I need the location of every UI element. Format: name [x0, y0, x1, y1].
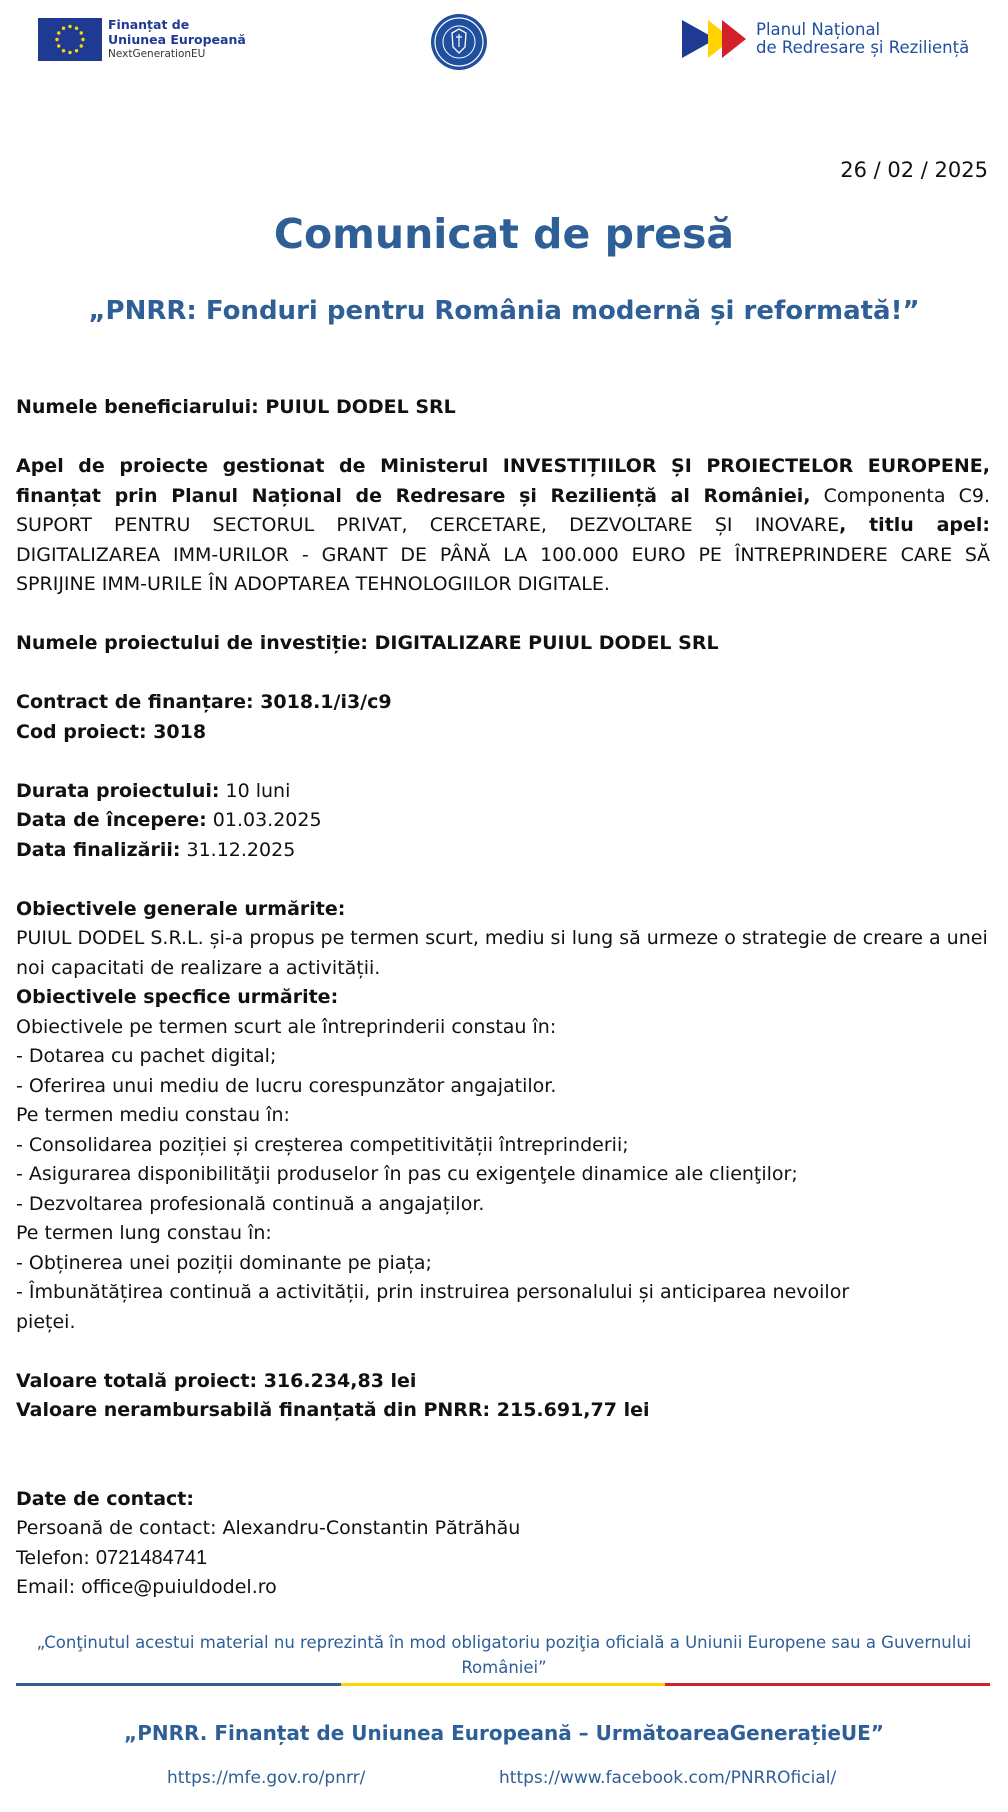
eu-funding-logo [38, 17, 246, 62]
mfe-pnrr-link[interactable]: https://mfe.gov.ro/pnrr/ [167, 1768, 366, 1788]
contact-heading: Date de contact: [16, 1487, 194, 1510]
romanian-government-seal-icon [430, 13, 488, 71]
project-start-date [16, 806, 990, 836]
eu-star-icon [81, 38, 84, 41]
eu-star-icon [75, 49, 78, 52]
financing-contract: Contract de finanțare: 3018.1/i3/c9 [16, 691, 392, 713]
nonrefundable-value: Valoare nerambursabilă finanțată din PNRR: 215.691,77 lei [16, 1399, 650, 1421]
start-date-value: 01.03.2025 [206, 809, 322, 831]
tricolor-divider [16, 1683, 990, 1686]
total-project-value: Valoare totală proiect: 316.234,83 lei [16, 1369, 417, 1392]
contact-phone [16, 1544, 990, 1574]
eu-star-icon [80, 31, 83, 34]
general-objectives-text: PUIUL DODEL S.R.L. și-a propus pe termen scurt, mediu si lung să urmeze o strategie de creare a unei noi capacitati de realizare a activității. [16, 927, 988, 979]
objective-line: pieței. [16, 1310, 76, 1333]
eu-star-icon [68, 51, 71, 54]
objective-line: Pe termen lung constau în: [16, 1222, 272, 1244]
pnrr-logo-line2: de Redresare și Reziliență [756, 38, 970, 57]
duration-value: 10 luni [219, 779, 291, 802]
call-title-label: , titlu apel: [839, 514, 990, 536]
duration-label: Durata proiectului: [16, 779, 220, 802]
disclaimer-text: „Conţinutul acestui material nu reprezintă în mod obligatoriu poziţia oficială a Uniunii Europene sau a Guvernului României” [36, 1633, 972, 1677]
call-description [16, 452, 990, 600]
page-subtitle: „PNRR: Fonduri pentru România modernă și reformată!” [88, 296, 920, 326]
eu-logo-line2: Uniunea Europeană [108, 32, 246, 47]
eu-star-icon [62, 27, 65, 30]
pnrr-logo [682, 20, 969, 58]
eu-flag-icon [38, 18, 102, 61]
eu-star-icon [80, 44, 83, 47]
facebook-pnrr-link[interactable]: https://www.facebook.com/PNRROficial/ [499, 1768, 837, 1788]
objective-line: - Îmbunătățirea continuă a activității, prin instruirea personalului și anticiparea nevoilor [16, 1281, 850, 1303]
objective-line: Obiectivele pe termen scurt ale întreprinderii constau în: [16, 1015, 557, 1038]
beneficiary-name: Numele beneficiarului: PUIUL DODEL SRL [16, 396, 456, 418]
document-body [16, 393, 990, 1603]
eu-logo-line3: NextGenerationEU [108, 48, 206, 60]
footer-title: „PNRR. Finanțat de Uniunea Europeană – UrmătoareaGenerațieUE” [124, 1721, 884, 1745]
project-name: Numele proiectului de investiție: DIGITALIZARE PUIUL DODEL SRL [16, 632, 719, 654]
stripe-yellow [341, 1683, 666, 1686]
objective-line: - Dezvoltarea profesională continuă a angajaților. [16, 1192, 485, 1215]
eu-star-icon [62, 49, 65, 52]
project-code: Cod proiect: 3018 [16, 720, 207, 743]
project-end-date [16, 836, 990, 866]
objective-line: - Asigurarea disponibilităţii produselor în pas cu exigenţele dinamice ale clienţilor; [16, 1163, 798, 1185]
eu-logo-line1: Finanțat de [108, 17, 190, 32]
objective-line: - Oferirea unui mediu de lucru corespunzător angajatilor. [16, 1074, 557, 1097]
end-date-value: 31.12.2025 [180, 838, 296, 861]
general-objectives-heading: Obiectivele generale urmărite: [16, 897, 346, 920]
eu-star-icon [68, 25, 71, 28]
phone-value: 0721484741 [95, 1546, 208, 1569]
objective-line: - Dotarea cu pachet digital; [16, 1045, 277, 1067]
call-component: Componenta C9. SUPORT PENTRU SECTORUL PRIVAT, CERCETARE, DEZVOLTARE ȘI INOVARE [16, 484, 990, 536]
specific-objectives-heading: Obiectivele specfice urmărite: [16, 986, 339, 1008]
eu-star-icon [75, 27, 78, 30]
objective-line: - Obținerea unei poziții dominante pe piața; [16, 1251, 432, 1274]
phone-label: Telefon: [16, 1546, 96, 1569]
eu-star-icon [57, 31, 60, 34]
pnrr-logo-line1: Planul Național [756, 20, 881, 39]
call-bold-text: Apel de proiecte gestionat de Ministerul INVESTIȚIILOR ȘI PROIECTELOR EUROPENE, finanțat prin Planul Național de Redresare și Reziliență al României, [16, 455, 990, 507]
eu-star-icon [55, 38, 58, 41]
document-date: 26 / 02 / 2025 [840, 158, 988, 182]
page-title: Comunicat de presă [273, 210, 735, 258]
end-date-label: Data finalizării: [16, 838, 181, 861]
objective-line: Pe termen mediu constau în: [16, 1104, 290, 1126]
pnrr-arrows-icon [682, 20, 750, 58]
contact-email: Email: office@puiuldodel.ro [16, 1576, 277, 1598]
project-duration [16, 777, 990, 807]
start-date-label: Data de începere: [16, 809, 207, 831]
contact-person: Persoană de contact: Alexandru-Constantin Pătrăhău [16, 1517, 521, 1539]
stripe-red [665, 1683, 990, 1686]
objective-line: - Consolidarea poziției și creșterea competitivității întreprinderii; [16, 1133, 629, 1156]
stripe-blue [16, 1683, 341, 1686]
eu-star-icon [57, 44, 60, 47]
page-header [0, 0, 1008, 90]
call-title-value: DIGITALIZAREA IMM-URILOR - GRANT DE PÂNĂ LA 100.000 EURO PE ÎNTREPRINDERE CARE SĂ SPRIJINE IMM-URILE ÎN ADOPTAREA TEHNOLOGIILOR DIGITALE. [16, 543, 990, 595]
